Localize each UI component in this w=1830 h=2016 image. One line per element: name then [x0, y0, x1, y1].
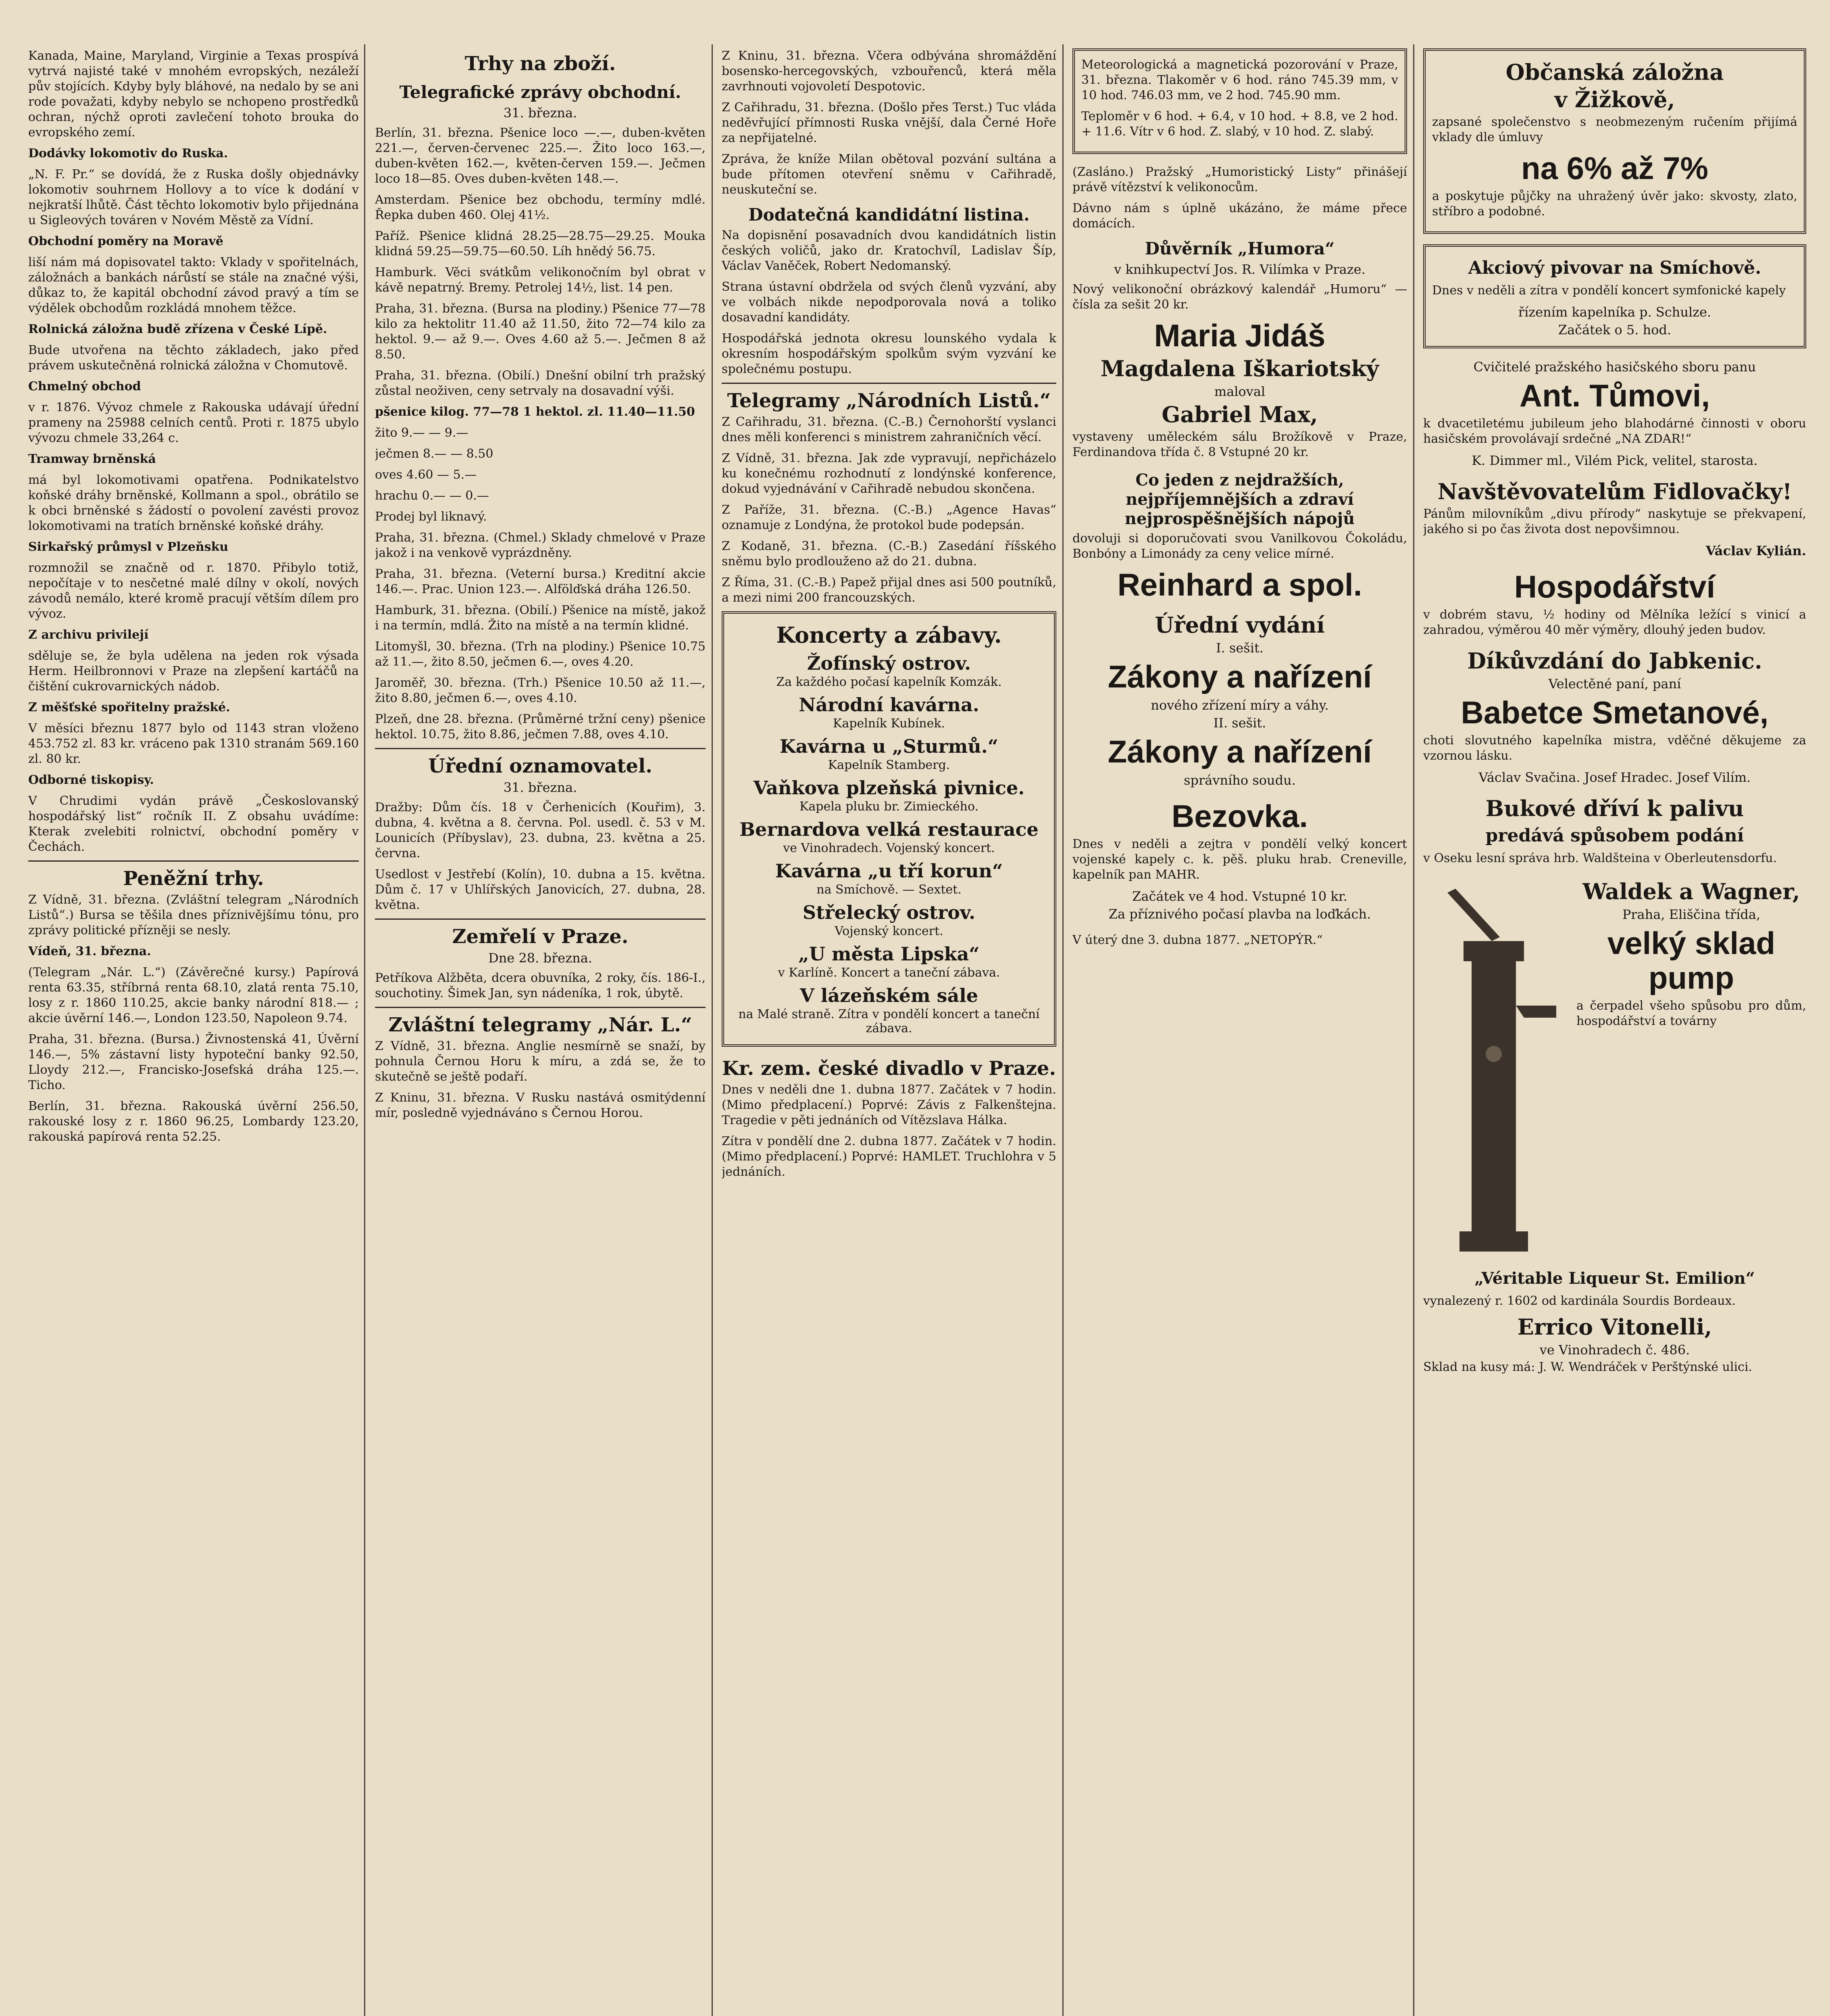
laws-advert [1072, 612, 1407, 788]
article-text: rozmnožil se značně od r. 1870. Přibylo totiž, nepočítaje v to nesčetné malé dílny v okolí, nových závodů nemálo, které kromě pracují větším dílem pro vývoz. [28, 561, 359, 621]
article-text: Paříž. Pšenice klidná 28.25—28.75—29.25. Mouka klidná 59.25—59.75—60.50. Líh hnědý 56.75. [375, 229, 706, 258]
article-text: Amsterdam. Pšenice bez obchodu, termíny mdlé. Řepka duben 460. Olej 41½. [375, 193, 706, 222]
advert-author: Gabriel Max, [1162, 402, 1318, 427]
price-table-row: oves 4.60 — 5.— [375, 468, 477, 482]
article-text: Litomyšl, 30. března. (Trh na plodiny.) Pšenice 10.75 až 11.—, žito 8.50, ječmen 6.—, oves 4.20. [375, 639, 706, 669]
article-heading: Odborné tiskopisy. [28, 773, 154, 787]
reinhard-advert [1072, 471, 1407, 602]
article-text: Z Vídně, 31. března. Jak zde vypravují, nepřicházelo ku konečnému rozhodnutí z londýnské konference, dokud vyjednávání v Cařihradě nebudou skončena. [722, 451, 1056, 496]
venue-name: Národní kavárna. [799, 694, 979, 716]
article-text: liší nám má dopisovatel takto: Vklady v spořitelnách, záložnách a bankách nárůstí se stále na značné výši, důkaz to, že kapitál obchodní závod pravý a tím se výdělek obchodům rozkládá mnohem těžce. [28, 255, 359, 315]
article-text: Hospodářská jednota okresu lounského vydala k okresním hospodářským spolkům svým vyzvání ke společnému postupu. [722, 331, 1056, 376]
article-text: Hamburk. Věci svátkům velikonočním byl obrat v kávě nepatrný. Bremy. Petrolej 14½, list. 14 pen. [375, 265, 706, 295]
column-news [722, 48, 1056, 2016]
weather-box [1072, 48, 1407, 154]
venue-name: Bernardova velká restaurace [739, 818, 1039, 840]
article-text: (Telegram „Nár. L.“) (Závěrečné kursy.) Papírová renta 63.35, stříbrná renta 68.10, zlatá renta 75.10, losy z r. 1860 110.25, akcie banky národní 818.— ; akcie úvěrní 146.—, London 123.50, Napoleon 9.74. [28, 965, 359, 1025]
advert-name: Ant. Tůmovi, [1519, 378, 1710, 413]
venue-note: na Smíchově. — Sextet. [816, 883, 962, 897]
advert-text: a poskytuje půjčky na uhražený úvěr jako: skvosty, zlato, stříbro a podobné. [1432, 189, 1797, 219]
advert-name: Babetce Smetanové, [1461, 695, 1769, 730]
advert-sign: K. Dimmer ml., Vilém Pick, velitel, starosta. [1472, 453, 1758, 468]
article-text: Z Kodaně, 31. března. (C.-B.) Zasedání říšského sněmu bylo prodlouženo až do 21. dubna. [722, 539, 1056, 569]
article-text: v r. 1876. Vývoz chmele z Rakouska udávají úřední prameny na 25988 celních centů. Proti r. 1875 ubylo vývozu chmele 33,264 c. [28, 400, 359, 445]
advert-text: vystaveny uměleckém sálu Brožíkově v Praze, Ferdinandova třída č. 8 Vstupné 20 kr. [1072, 430, 1407, 459]
advert-text: maloval [1214, 384, 1266, 399]
venue-name: Vaňkova plzeňská pivnice. [753, 777, 1025, 799]
article-text: Prodej byl liknavý. [375, 510, 487, 524]
venue-note: Vojenský koncert. [835, 924, 943, 938]
advert-title: Bukové dříví k palivu [1485, 796, 1744, 821]
advert-text: správního soudu. [1184, 773, 1296, 788]
column-economy [28, 48, 359, 2016]
fidlovacka-advert [1423, 479, 1806, 559]
advert-rate: na 6% až 7% [1521, 150, 1708, 186]
advert-sign: Václav Kylián. [1705, 543, 1806, 558]
painting-advert [1072, 318, 1407, 460]
venue-note: na Malé straně. Zítra v pondělí koncert a taneční zábava. [738, 1007, 1040, 1035]
column-adverts [1423, 48, 1806, 2016]
advert-place: ve Vinohradech č. 486. [1539, 1342, 1690, 1358]
article-heading: Chmelný obchod [28, 379, 141, 394]
article-text: Meteorologická a magnetická pozorování v Praze, 31. března. Tlakoměr v 6 hod. ráno 745.39 mm, v 10 hod. 746.03 mm, ve 2 hod. 745.90 mm. [1081, 58, 1398, 102]
section-title-money-markets: Peněžní trhy. [123, 867, 264, 890]
advert-text: vynalezený r. 1602 od kardinála Sourdis Bordeaux. [1423, 1294, 1736, 1308]
savings-bank-advert [1423, 48, 1806, 234]
subheading: v knihkupectví Jos. R. Vilímka v Praze. [1114, 262, 1366, 277]
article-text: Z Kninu, 31. března. Včera odbývána shromáždění bosensko-hercegovských, vzbouřenců, která měla zavrhnouti vojovoletí Despotovic. [722, 49, 1056, 94]
advert-text: nového zřízení míry a váhy. [1151, 698, 1329, 713]
thanks-advert [1423, 648, 1806, 785]
article-heading: Z měšťské spořitelny pražské. [28, 700, 230, 714]
advert-title: Úřední vydání [1155, 612, 1325, 638]
venue-name: „U města Lipska“ [798, 943, 980, 965]
article-text: Na dopisnění posavadních dvou kandidátních listin českých voličů, jako dr. Kratochvíl, Ladislav Šíp, Václav Vaněček, Robert Nedomanský. [722, 228, 1056, 273]
advert-name: Errico Vitonelli, [1517, 1314, 1712, 1340]
pump-advert [1423, 877, 1806, 1264]
article-heading: Rolnická záložna budě zřízena v České Lípě. [28, 322, 327, 336]
article-text: V měsíci březnu 1877 bylo od 1143 stran vloženo 453.752 zl. 83 kr. vráceno pak 1310 stranám 569.160 zl. 80 kr. [28, 721, 359, 766]
firewood-advert [1423, 796, 1806, 866]
article-text: má byl lokomotivami opatřena. Podnikatelstvo koňské dráhy brněnské, Kollmann a spol., obrátilo se k obci brněnské s žádostí o povolení zavésti provoz lokomotivami na tratích brněnské koňské dráhy. [28, 473, 359, 533]
column-markets [375, 48, 706, 2016]
advert-label: II. sešit. [1213, 715, 1266, 731]
venue-name: Žofínský ostrov. [807, 652, 971, 674]
column-rule [1062, 44, 1064, 2016]
concerts-title: Koncerty a zábavy. [776, 622, 1002, 648]
section-title-theatre: Kr. zem. české divadlo v Praze. [722, 1057, 1056, 1080]
advert-title: Hospodářství [1514, 569, 1715, 604]
article-text: Zítra v pondělí dne 2. dubna 1877. Začátek v 7 hodin. (Mimo předplacení.) Poprvé: HAMLET. Truchlohra v 5 jednáních. [722, 1134, 1056, 1179]
article-text: Teploměr v 6 hod. + 6.4, v 10 hod. + 8.8, ve 2 hod. + 11.6. Vítr v 6 hod. Z. slabý, v 10 hod. Z. slabý. [1081, 109, 1398, 139]
article-text: Berlín, 31. března. Pšenice loco —.—, duben-květen 221.—, červen-červenec 225.—. Žito loco 163.—, duben-květen 162.—, květen-červen 159.—. Ječmen loco 18—85. Oves duben-květen 148.—. [375, 126, 706, 186]
article-text: Petříkova Alžběta, dcera obuvníka, 2 roky, čís. 186-I., souchotiny. Šimek Jan, syn nádeníka, 1 rok, úbytě. [375, 971, 706, 1000]
advert-note: Za příznivého počasí plavba na loďkách. [1108, 906, 1371, 922]
article-text: Praha, 31. března. (Obilí.) Dnešní obilní trh pražský zůstal neoživen, ceny setrvaly na dosavadní výši. [375, 369, 706, 398]
advert-address: Praha, Eliščina třída, [1622, 907, 1761, 922]
article-text: Hamburk, 31. března. (Obilí.) Pšenice na místě, jakož i na termín, mdlá. Žito na místě a na termín klidné. [375, 603, 706, 633]
article-text: Jaroměř, 30. března. (Trh.) Pšenice 10.50 až 11.—, žito 8.80, ječmen 6.—, oves 4.10. [375, 676, 706, 705]
venue-name: Kavárna „u tří korun“ [775, 860, 1003, 882]
liqueur-advert [1423, 1266, 1806, 1375]
footer-text: V úterý dne 3. dubna 1877. „NETOPÝR.“ [1072, 933, 1323, 947]
advert-sub: řízením kapelníka p. Schulze. [1518, 304, 1711, 320]
advert-text: Dnes v neděli a zejtra v pondělí velký koncert vojenské kapely c. k. pěš. pluku hrab. Creneville, kapelník pan MAHR. [1072, 837, 1407, 882]
article-text: Bude utvořena na těchto základech, jako před právem uskutečněná rolnická záložna v Chomutově. [28, 343, 359, 373]
advert-text: dovoluji si doporučovati svou Vanilkovou Čokoládu, Bonbóny a Limonády za ceny velice mírné. [1072, 531, 1407, 561]
section-title-deaths: Zemřelí v Praze. [452, 925, 629, 948]
advert-text: v Oseku lesní správa hrb. Waldšteina v Oberleutensdorfu. [1423, 851, 1777, 865]
article-text: Z Vídně, 31. března. (Zvláštní telegram „Národních Listů“.) Bursa se těšila dnes příznivějšímu tónu, pro zprávy politické přízněji se nesly. [28, 893, 359, 937]
column-notices [1072, 48, 1407, 2016]
advert-big: velký sklad pump [1607, 925, 1776, 996]
advert-time: Začátek ve 4 hod. Vstupné 10 kr. [1132, 889, 1347, 904]
article-text: Dražby: Dům čís. 18 v Čerhenicích (Kouřim), 3. dubna, 4. května a 8. června. Pol. usedl. č. 53 v M. Lounicích (Příbyslav), 23. dubna, 23. května a 25. června. [375, 800, 706, 860]
article-text: Plzeň, dne 28. března. (Průměrné tržní ceny) pšenice hektol. 10.75, žito 8.86, ječmen 7.88, oves 4.10. [375, 712, 706, 741]
section-title-markets: Trhy na zboží. [464, 52, 616, 75]
advert-place: v Žižkově, [1554, 87, 1675, 112]
venue-name: Střelecký ostrov. [802, 902, 976, 923]
article-text: Dávno nám s úplně ukázáno, že máme přece domácích. [1072, 201, 1407, 231]
venue-note: Za každého počasí kapelník Komzák. [776, 675, 1002, 689]
price-table-row: žito 9.— — 9.— [375, 426, 468, 440]
divider [722, 383, 1056, 384]
article-text: sděluje se, že byla udělena na jeden rok výsada Herm. Heilbronnovi v Praze na zlepšení kartáčů na čištění cukrovarnických nádob. [28, 649, 359, 694]
bezovka-advert [1072, 799, 1407, 922]
article-text: „N. F. Pr.“ se dovídá, že z Ruska došly objednávky lokomotiv souhrnem Hollovy a to více k dodání v nejkratší lhůtě. Část těchto lokomotiv bylo přijednána u Sigleových továren v Novém Městě za Vídní. [28, 167, 359, 227]
article-text: Strana ústavní obdržela od svých členů vyzvání, aby ve volbách nikde nepodporovala nová a toliko dosavadní kandidáty. [722, 280, 1056, 325]
venue-note: Kapela pluku br. Zimieckého. [799, 800, 979, 814]
advert-time: Začátek o 5. hod. [1558, 322, 1672, 337]
divider [375, 748, 706, 749]
farm-advert [1423, 569, 1806, 638]
price-table-head: pšenice kilog. 77—78 1 hektol. zl. 11.40—11.50 [375, 405, 695, 419]
advert-sign: Václav Svačina. Josef Hradec. Josef Vilím. [1478, 770, 1751, 785]
advert-title: Zákony a nařízení [1108, 734, 1372, 769]
advert-text: Sklad na kusy má: J. W. Wendráček v Perštýnské ulici. [1423, 1360, 1753, 1374]
price-table-row: ječmen 8.— — 8.50 [375, 447, 493, 461]
section-subtitle: Telegrafické zprávy obchodní. [399, 82, 681, 102]
section-title-telegrams: Telegramy „Národních Listů.“ [727, 389, 1051, 412]
advert-intro: Cvičitelé pražského hasičského sboru panu [1473, 359, 1756, 375]
column-rule [364, 44, 365, 2016]
article-heading: Vídeň, 31. března. [28, 944, 151, 958]
article-text: Zpráva, že kníže Milan obětoval pozvání sultána a bude přítomen otevření sněmu v Cařihradě, neuskuteční se. [722, 152, 1056, 197]
dateline: 31. března. [503, 780, 577, 795]
advert-text: choti slovutného kapelníka mistra, vděčné děkujeme za vzornou lásku. [1423, 733, 1806, 763]
article-text: Z Cařihradu, 31. března. (C.-B.) Černohorští vyslanci dnes měli konferenci s ministrem zahraničních věcí. [722, 415, 1056, 444]
advert-lead: Co jeden z nejdražších, nejpříjemnějších a zdraví nejprospěšnějších nápojů [1124, 471, 1355, 528]
advert-title: Maria Jidáš [1154, 318, 1326, 353]
article-heading: Obchodní poměry na Moravě [28, 234, 223, 248]
advert-title: Akciový pivovar na Smíchově. [1468, 258, 1761, 278]
advert-text: a čerpadel všeho spůsobu pro dům, hospodářství a továrny [1576, 999, 1806, 1028]
venue-note: Kapelník Stamberg. [828, 758, 950, 772]
advert-firm: Reinhard a spol. [1117, 567, 1362, 602]
article-text: Praha, 31. března. (Bursa na plodiny.) Pšenice 77—78 kilo za hektolitr 11.40 až 11.50, žito 72—74 kilo za hektol. 9.— až 9.—. Oves 4.60 až 5.—. Ječmen 8 až 8.50. [375, 302, 706, 362]
article-text: Kanada, Maine, Maryland, Virginie a Texas prospívá vytrvá najisté také v mnohém evropských, nezáleží pův stojících. Kdyby byly bláhové, na nedalo by se ani rode považati, kdyby nebylo se nchopeno prostředků ochran, nýchž oproti zavlečení tohoto brouka do evropského zemí. [28, 49, 359, 140]
brewery-advert [1423, 244, 1806, 348]
column-rule [712, 44, 713, 2016]
article-text: Z Paříže, 31. března. (C.-B.) „Agence Havas“ oznamuje z Londýna, že protokol bude podepsán. [722, 503, 1056, 532]
advert-text: Dnes v neděli a zítra v pondělí koncert symfonické kapely [1432, 283, 1786, 298]
section-title-official: Úřední oznamovatel. [428, 755, 652, 777]
advert-title: Zákony a nařízení [1108, 659, 1372, 694]
article-text: Z Vídně, 31. března. Anglie nesmírně se snaží, by pohnula Černou Horu k míru, a zdá se, že to skutečně se ještě podaří. [375, 1039, 706, 1084]
column-rule [1413, 44, 1414, 2016]
article-heading: Z archivu privilejí [28, 628, 149, 642]
article-heading: Dodávky lokomotiv do Ruska. [28, 146, 228, 160]
advert-text: Pánům milovníkům „divu přírody“ naskytuje se překvapení, jakého si po čas života dost nepovšimnou. [1423, 507, 1806, 536]
divider [375, 1007, 706, 1008]
section-title-telegrams: Zvláštní telegramy „Nár. L.“ [388, 1014, 692, 1036]
concerts-advert [722, 611, 1056, 1047]
advert-title: Waldek a Wagner, [1582, 879, 1800, 904]
advert-text: k dvacetiletému jubileum jeho blahodárné činnosti v oboru hasičském provolávají srdečné „NA ZDAR!“ [1423, 417, 1806, 446]
venue-name: Kavárna u „Sturmů.“ [779, 735, 999, 757]
article-text: Praha, 31. března. (Chmel.) Sklady chmelové v Praze jakož i na venkově vyprázdněny. [375, 531, 706, 560]
pump-illustration [1423, 885, 1568, 1264]
venue-name: V lázeňském sále [800, 985, 978, 1006]
venue-note: Kapelník Kubínek. [833, 716, 945, 731]
article-text: Dnes v neděli dne 1. dubna 1877. Začátek v 7 hodin. (Mimo předplacení.) Poprvé: Závis z Falkenštejna. Tragedie v pěti jednáních od Vítězslava Hálka. [722, 1083, 1056, 1127]
article-heading: Sirkařský průmysl v Plzeňsku [28, 540, 229, 554]
article-text: Praha, 31. března. (Bursa.) Živnostenská 41, Úvěrní 146.—, 5% zástavní listy hypoteční banky 92.50, Lloydy 212.—, Francisko-Josefská dráha 125.—. Ticho. [28, 1032, 359, 1092]
advert-sub: predává spůsobem podání [1485, 825, 1744, 846]
advert-title: Bezovka. [1171, 798, 1308, 834]
pump-advert-text [1576, 877, 1806, 1264]
advert-title: „Véritable Liqueur St. Emilion“ [1474, 1269, 1755, 1288]
advert-label: I. sešit. [1216, 640, 1264, 656]
article-text: Z Cařihradu, 31. března. (Došlo přes Terst.) Tuc vláda neděvřující přímnosti Ruska vnější, dala Černé Hoře za nepřijatelné. [722, 100, 1056, 145]
advert-title: Magdalena Iškariotský [1100, 356, 1379, 381]
article-text: Praha, 31. března. (Veterní bursa.) Kreditní akcie 146.—. Prac. Union 123.—. Alfölďská dráha 126.50. [375, 567, 706, 596]
divider [28, 860, 359, 862]
advert-text: v dobrém stavu, ½ hodiny od Mělníka ležící s vinicí a zahradou, výměrou 40 měr výměry, dlouhý jeden budov. [1423, 608, 1806, 637]
dateline: 31. března. [503, 105, 577, 121]
section-title-humor: Důvěrník „Humora“ [1145, 239, 1335, 258]
dateline: Dne 28. března. [488, 950, 592, 966]
article-text: Z Říma, 31. (C.-B.) Papež přijal dnes asi 500 poutníků, a mezi nimi 200 francouzských. [722, 575, 1056, 605]
article-heading: Tramway brněnská [28, 452, 156, 466]
article-text: V Chrudimi vydán právě „Českoslovanský hospodářský list“ ročník II. Z obsahu uvádíme: Kterak zvelebiti rolnictví, obchodní poměry v Čechách. [28, 794, 359, 854]
advert-text: zapsané společenstvo s neobmezeným ručením přijímá vklady dle úmluvy [1432, 115, 1797, 144]
article-text: Nový velikonoční obrázkový kalendář „Humoru“ — čísla za sešit 20 kr. [1072, 282, 1407, 312]
venue-note: v Karlíně. Koncert a taneční zábava. [778, 966, 1000, 980]
article-text: Z Kninu, 31. března. V Rusku nastává osmitýdenní mír, posledně vyjednáváno s Černou Horou. [375, 1091, 706, 1120]
advert-title: Navštěvovatelům Fidlovačky! [1437, 479, 1792, 504]
advert-title: Díkůvzdání do Jabkenic. [1467, 648, 1762, 674]
advert-sub: Velectěné paní, paní [1548, 676, 1681, 691]
price-table-row: hrachu 0.— — 0.— [375, 489, 489, 503]
jubilee-advert [1423, 359, 1806, 469]
article-text: Berlín, 31. března. Rakouská úvěrní 256.50, rakouské losy z r. 1860 96.25, Lombardy 123.20, rakouská papírová renta 52.25. [28, 1099, 359, 1144]
advert-title: Občanská záložna [1505, 59, 1724, 85]
section-title-candidates: Dodatečná kandidátní listina. [748, 205, 1030, 225]
article-text: Usedlost v Jestřebí (Kolín), 10. dubna a 15. května. Dům č. 17 v Uhlířských Janovicích, 27. dubna, 28. května. [375, 867, 706, 912]
divider [375, 918, 706, 920]
venue-note: ve Vinohradech. Vojenský koncert. [783, 841, 995, 855]
article-text: (Zasláno.) Pražský „Humoristický Listy“ přinášejí právě vítězství k velikonocům. [1072, 165, 1407, 194]
